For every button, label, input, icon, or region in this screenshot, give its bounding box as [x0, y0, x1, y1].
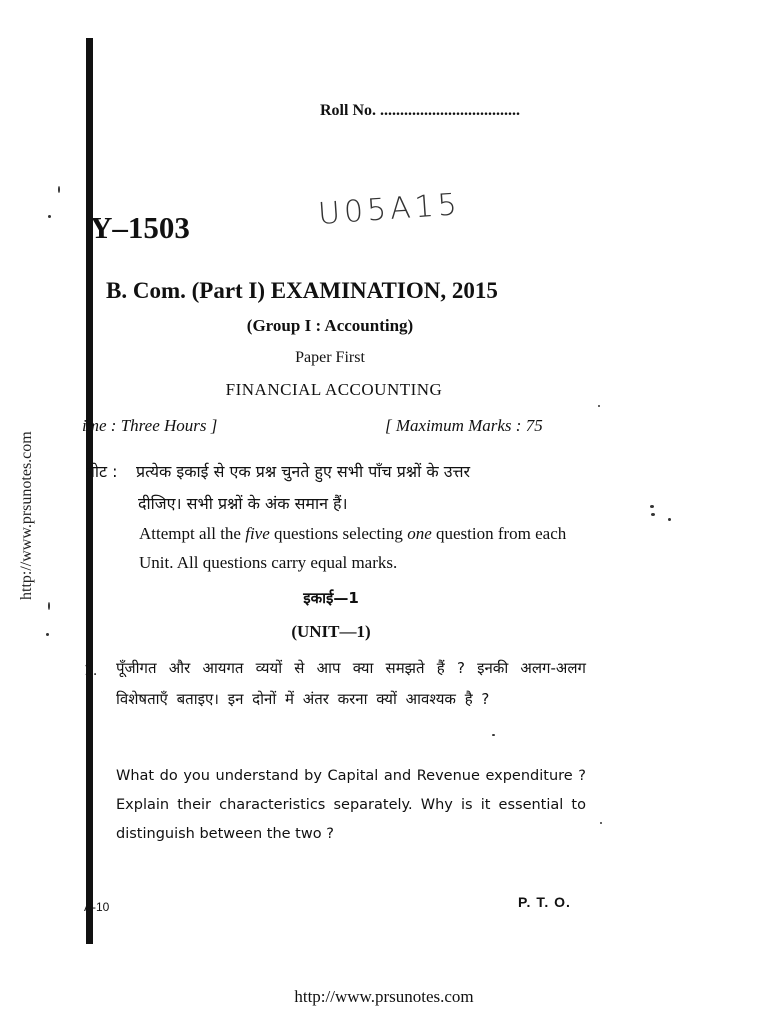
scan-speck: [600, 822, 602, 824]
note-label: नोट :: [86, 462, 118, 481]
exam-group: (Group I : Accounting): [246, 316, 414, 335]
question-number: 1.: [84, 663, 98, 679]
question-1-hindi: पूँजीगत और आयगत व्ययों से आप क्या समझते हैं ? इनकी अलग-अलग विशेषताएँ बताइए। इन दोनों में अंतर करना क्यों आवश्यक है ?: [116, 659, 586, 708]
scan-speck: [48, 215, 51, 218]
exam-paper: Paper First: [295, 349, 365, 366]
unit-heading-hindi: इकाई—1: [303, 589, 359, 607]
note-en-text-3: question from each Unit. All questions carry equal marks.: [139, 524, 567, 572]
scan-speck: [46, 633, 49, 636]
side-watermark-url: http://www.prsunotes.com: [18, 431, 35, 600]
handwritten-code: U05A15: [316, 187, 462, 232]
scan-speck: [48, 602, 50, 610]
pto-label: P. T. O.: [518, 894, 571, 910]
roll-number-field: Roll No. ...................................: [320, 102, 520, 119]
footer-url: http://www.prsunotes.com: [294, 987, 474, 1006]
scan-speck: [651, 513, 655, 516]
scan-speck: [598, 405, 600, 407]
scan-speck: [668, 518, 671, 521]
paper-code: Y–1503: [90, 210, 190, 245]
question-1-english: What do you understand by Capital and Revenue expenditure ? Explain their characteristics separately. Why is it essential to distinguish between the two ?: [116, 768, 586, 842]
page-code: A-10: [84, 900, 110, 914]
note-en-emphasis-five: five: [245, 524, 270, 543]
note-hindi-line-2: दीजिए। सभी प्रश्नों के अंक समान हैं।: [138, 494, 348, 513]
exam-time: ime : Three Hours ]: [82, 416, 218, 435]
note-en-emphasis-one: one: [407, 524, 432, 543]
scan-speck: [492, 734, 495, 736]
note-hindi-line-1: प्रत्येक इकाई से एक प्रश्न चुनते हुए सभी पाँच प्रश्नों के उत्तर: [136, 462, 471, 481]
note-english: [139, 519, 589, 577]
scan-speck: [58, 186, 60, 193]
note-hindi: [86, 456, 586, 520]
exam-subject: FINANCIAL ACCOUNTING: [225, 380, 443, 399]
scan-speck: [650, 505, 654, 508]
exam-title: B. Com. (Part I) EXAMINATION, 2015: [106, 278, 498, 303]
exam-max-marks: [ Maximum Marks : 75: [385, 416, 543, 435]
note-en-text-2: questions selecting: [269, 524, 408, 543]
note-en-text-1: Attempt all the: [139, 524, 246, 543]
unit-heading-english: (UNIT—1): [291, 622, 371, 641]
